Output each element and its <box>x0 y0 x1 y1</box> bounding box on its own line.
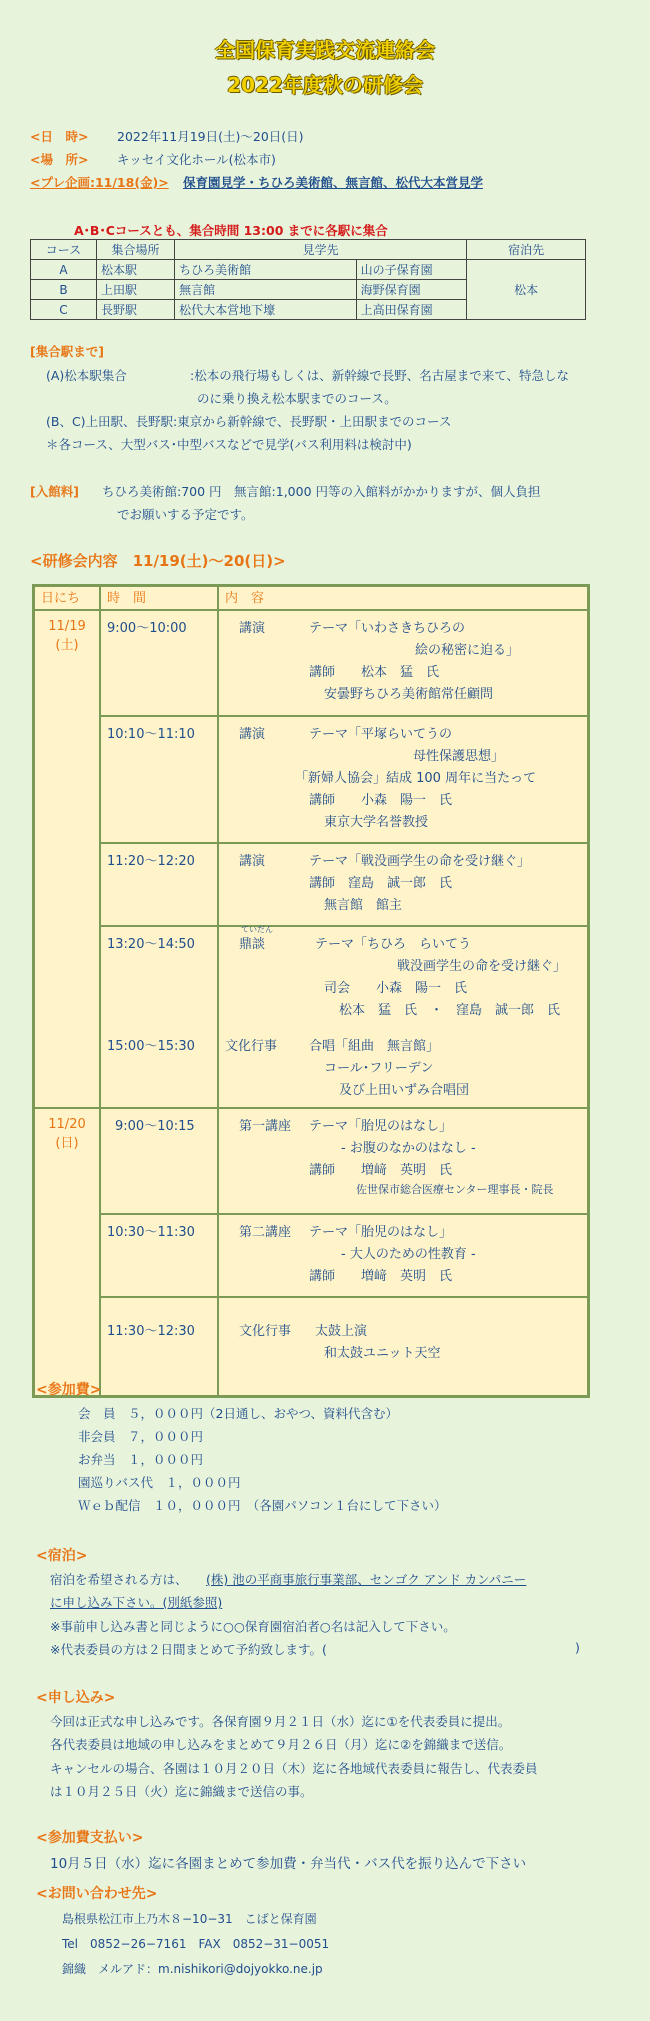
s6-l3: 講師 増﨑 英明 氏 <box>309 1163 453 1178</box>
visit-cell: ちひろ美術館 <box>175 260 357 280</box>
day1-dow: (土) <box>55 638 79 653</box>
s1-l1: テーマ「いわさきちひろの <box>309 621 466 636</box>
day2-dow: (日) <box>55 1136 79 1151</box>
s7-time: 10:30～11:30 <box>100 1214 218 1297</box>
s2-l1: テーマ「平塚らいてうの <box>309 727 453 742</box>
col-date: 日にち <box>34 586 101 611</box>
s6-l2: - お腹のなかのはなし - <box>341 1141 476 1156</box>
s8-time: 11:30～12:30 <box>100 1297 218 1397</box>
s5-l3: 及び上田いずみ合唱団 <box>339 1083 470 1098</box>
s2-type: 講演 <box>239 727 266 742</box>
lodging-line1a: 宿泊を希望される方は、 <box>50 1572 188 1587</box>
fee-item: Ｗｅｂ配信 １０，０００円 （各園パソコン１台にして下さい） <box>78 1498 447 1513</box>
s4-s5-content <box>218 926 589 1108</box>
s4-ruby: ていだん <box>241 925 273 934</box>
visit-cell: 松代大本営地下壕 <box>175 300 357 320</box>
station-cell: 長野駅 <box>96 300 174 320</box>
s3-content <box>218 843 589 926</box>
stay-cell: 松本 <box>467 260 586 320</box>
s2-l3: 「新婦人協会」結成 100 周年に当たって <box>295 771 537 786</box>
s1-content <box>218 610 589 716</box>
course-cell: C <box>31 300 97 320</box>
col-station: 集合場所 <box>96 240 174 260</box>
course-cell: A <box>31 260 97 280</box>
day1-date: 11/19 <box>48 619 86 634</box>
contact-line2: Tel 0852−26−7161 FAX 0852−31−0051 <box>62 1937 330 1951</box>
s7-l2: - 大人のための性教育 - <box>341 1247 476 1262</box>
s6-l4: 佐世保市総合医療センター理事長・院長 <box>356 1183 554 1196</box>
course-table <box>30 239 586 320</box>
meet-bc-line: (B、C)上田駅、長野駅:東京から新幹線で、長野駅・上田駅までのコース <box>46 414 452 429</box>
col-visit: 見学先 <box>175 240 467 260</box>
s3-l2: 講師 窪島 誠一郎 氏 <box>309 876 453 891</box>
s5-time: 15:00～15:30 <box>107 1039 195 1054</box>
gather-note: A･B･Cコースとも、集合時間 13:00 までに各駅に集合 <box>74 223 388 238</box>
meet-a-label: (A)松本駅集合 <box>46 368 127 383</box>
fee-item: お弁当 １，０００円 <box>78 1452 204 1467</box>
s5-l2: コール･フリーデン <box>324 1061 434 1076</box>
s1-l3: 講師 松本 猛 氏 <box>309 665 440 680</box>
s7-l3: 講師 増﨑 英明 氏 <box>309 1269 453 1284</box>
date-label: <日 時> <box>30 129 89 144</box>
s2-time: 10:10～11:10 <box>100 716 218 843</box>
meet-a-text1: :松本の飛行場もしくは、新幹線で長野、名古屋まで来て、特急しな <box>190 368 569 383</box>
s5-l1: 合唱「組曲 無言館」 <box>309 1039 440 1054</box>
visit-cell: 無言館 <box>175 280 357 300</box>
lodging-line3: ※事前申し込み書と同じように○○保育園宿泊者○名は記入して下さい。 <box>50 1619 456 1634</box>
day2-date: 11/20 <box>48 1117 86 1132</box>
visit-cell: 山の子保育園 <box>356 260 467 280</box>
s6-content <box>218 1108 589 1214</box>
col-stay: 宿泊先 <box>467 240 586 260</box>
s2-l2: 母性保護思想」 <box>413 749 505 764</box>
lodging-line2: に申し込み下さい。(別紙参照) <box>50 1595 223 1610</box>
s5-type: 文化行事 <box>225 1039 278 1054</box>
meet-bus-line: ＊各コース、大型バス･中型バスなどで見学(バス利用料は検討中) <box>46 437 412 452</box>
fees-heading: <参加費> <box>36 1382 102 1398</box>
day1-row <box>34 610 589 716</box>
s2-content <box>218 716 589 843</box>
s7-content <box>218 1214 589 1297</box>
s1-l2: 絵の秘密に迫る」 <box>415 643 520 658</box>
s1-time: 9:00～10:00 <box>100 610 218 716</box>
payment-line1: 10月５日（水）迄に各園まとめて参加費・弁当代・バス代を振り込んで下さい <box>50 1856 527 1872</box>
apply-heading: <申し込み> <box>36 1690 116 1706</box>
visit-cell: 海野保育園 <box>356 280 467 300</box>
apply-line1: 今回は正式な申し込みです。各保育園９月２１日（水）迄に①を代表委員に提出。 <box>50 1714 511 1729</box>
s7-type: 第二講座 <box>239 1225 292 1240</box>
place-label: <場 所> <box>30 152 89 167</box>
day2-row <box>34 1108 589 1214</box>
lodging-line1b: (株) 池の平商事旅行事業部、センゴク アンド カンパニー <box>206 1572 527 1587</box>
col-content: 内 容 <box>218 586 589 611</box>
s6-l1: テーマ「胎児のはなし」 <box>309 1119 453 1134</box>
apply-line3: キャンセルの場合、各園は１０月２０日（木）迄に各地域代表委員に報告し、代表委員 <box>50 1761 538 1776</box>
table-row <box>31 260 586 280</box>
s4-row <box>34 926 589 1108</box>
fee-note-line1: ちひろ美術館:700 円 無言館:1,000 円等の入館料がかかりますが、個人負担 <box>102 484 541 499</box>
title-line2: 2022年度秋の研修会 <box>227 73 423 97</box>
station-cell: 松本駅 <box>96 260 174 280</box>
s4-l1: テーマ「ちひろ らいてう <box>315 937 472 952</box>
lodging-heading: <宿泊> <box>36 1548 88 1564</box>
s3-type: 講演 <box>239 854 266 869</box>
title-line1: 全国保育実践交流連絡会 <box>215 38 435 62</box>
fee-item: 非会員 ７，０００円 <box>78 1429 204 1444</box>
s4-l3: 司会 小森 陽一 氏 <box>324 981 468 996</box>
s8-type: 文化行事 <box>239 1324 292 1339</box>
date-value: 2022年11月19日(土)～20日(日) <box>117 129 304 144</box>
s4-l2: 戦没画学生の命を受け継ぐ」 <box>397 959 567 974</box>
meet-heading: [集合駅まで] <box>30 344 104 359</box>
contact-line3: 錦織 メルアド：m.nishikori@dojyokko.ne.jp <box>62 1962 323 1976</box>
s4-type: 鼎談 <box>239 937 266 952</box>
program-heading: <研修会内容 11/19(土)～20(日)> <box>30 552 286 570</box>
s1-type: 講演 <box>239 621 266 636</box>
col-course: コース <box>31 240 97 260</box>
s2-row <box>34 716 589 843</box>
s4-s5-times <box>100 926 218 1108</box>
pre-event-value: 保育園見学・ちひろ美術館、無言館、松代大本営見学 <box>183 175 484 190</box>
s1-l4: 安曇野ちひろ美術館常任顧問 <box>324 687 494 702</box>
s7-row <box>34 1214 589 1297</box>
s3-time: 11:20～12:20 <box>100 843 218 926</box>
fee-item: 会 員 ５，０００円（2日通し、おやつ、資料代含む） <box>78 1406 398 1421</box>
s7-l1: テーマ「胎児のはなし」 <box>309 1225 453 1240</box>
s6-type: 第一講座 <box>239 1119 292 1134</box>
place-value: キッセイ文化ホール(松本市) <box>117 152 276 167</box>
s6-time: 9:00～10:15 <box>100 1108 218 1214</box>
s2-l5: 東京大学名誉教授 <box>324 815 429 830</box>
s8-l1: 太鼓上演 <box>315 1324 368 1339</box>
lodging-line4-end: ) <box>575 1640 580 1655</box>
pre-event-label: <プレ企画:11/18(金)> <box>30 175 169 190</box>
col-time: 時 間 <box>100 586 218 611</box>
s8-l2: 和太鼓ユニット天空 <box>324 1346 441 1361</box>
s3-l1: テーマ「戦没画学生の命を受け継ぐ」 <box>309 854 531 869</box>
visit-cell: 上高田保育園 <box>356 300 467 320</box>
course-cell: B <box>31 280 97 300</box>
s2-l4: 講師 小森 陽一 氏 <box>309 793 453 808</box>
s3-row <box>34 843 589 926</box>
fee-item: 園巡りバス代 １，０００円 <box>78 1475 241 1490</box>
contact-heading: <お問い合わせ先> <box>36 1886 158 1902</box>
schedule-table <box>32 584 590 1398</box>
apply-line4: は１０月２５日（火）迄に錦織まで送信の事。 <box>50 1784 313 1799</box>
s8-content <box>218 1297 589 1397</box>
s4-time: 13:20～14:50 <box>107 937 195 952</box>
s4-l4: 松本 猛 氏 ・ 窪島 誠一郎 氏 <box>339 1003 561 1018</box>
apply-line2: 各代表委員は地域の申し込みをまとめて９月２６日（月）迄に②を錦織まで送信。 <box>50 1737 512 1752</box>
s8-row <box>34 1297 589 1397</box>
fee-note-line2: でお願いする予定です。 <box>117 507 254 522</box>
contact-line1: 島根県松江市上乃木８−10−31 こばと保育園 <box>62 1912 317 1926</box>
payment-heading: <参加費支払い> <box>36 1830 144 1846</box>
station-cell: 上田駅 <box>96 280 174 300</box>
fee-note-label: [入館料] <box>30 484 79 499</box>
s3-l3: 無言館 館主 <box>324 898 403 913</box>
meet-a-text2: のに乗り換え松本駅までのコース。 <box>197 391 397 406</box>
lodging-line4: ※代表委員の方は２日間まとめて予約致します。( <box>50 1642 327 1657</box>
